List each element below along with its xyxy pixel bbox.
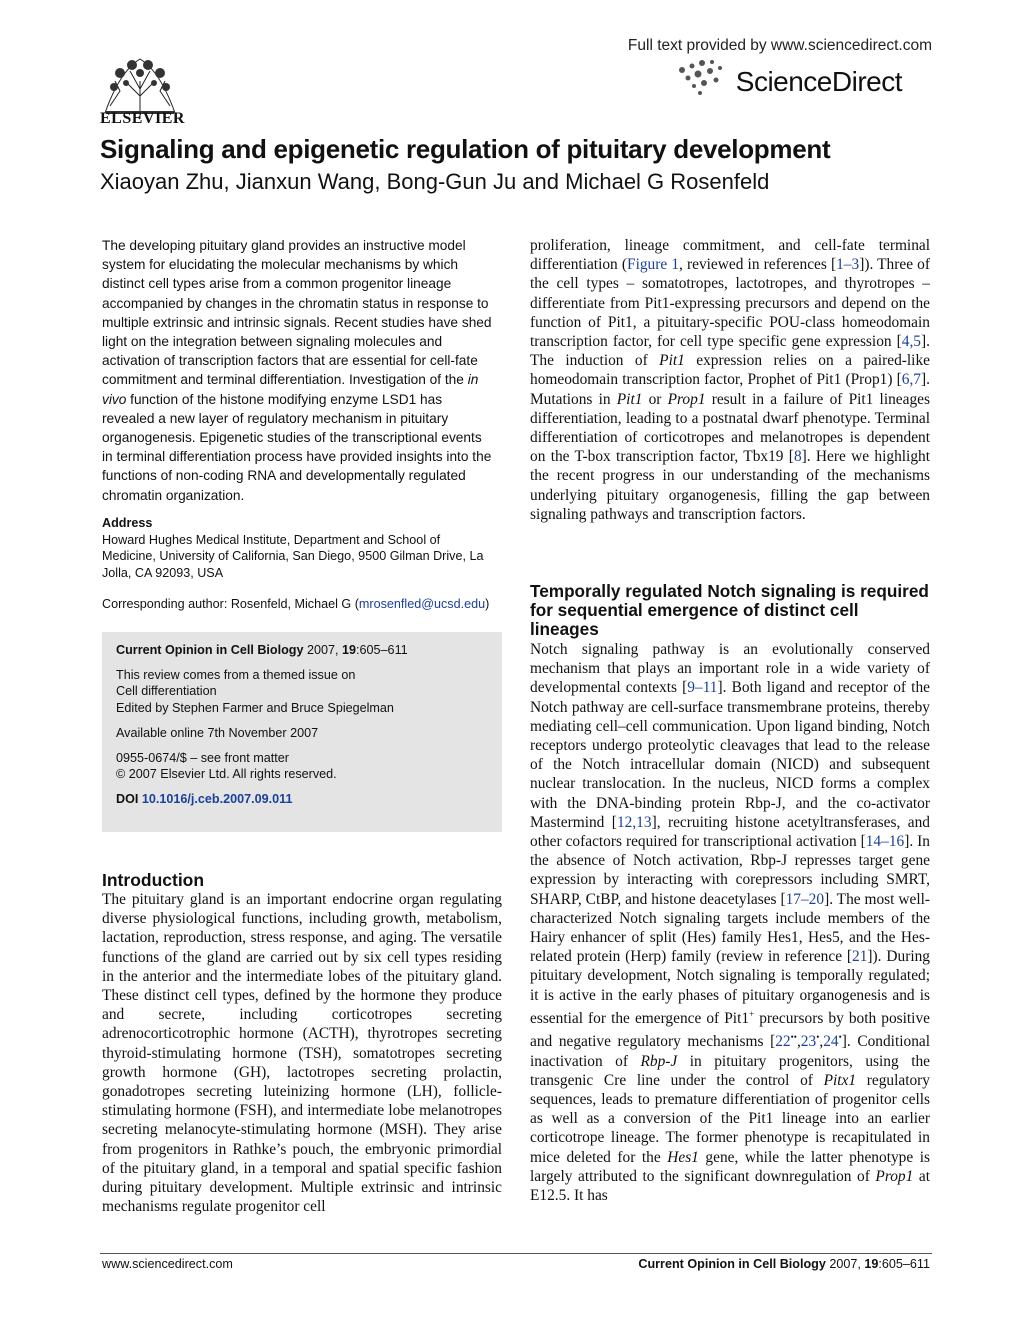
reference-link[interactable]: 23 (800, 1033, 817, 1051)
recommendation-dots: • (816, 1032, 820, 1043)
corresponding-suffix: ) (485, 597, 490, 611)
reference-link[interactable]: 4,5 (901, 333, 922, 351)
info-themed-2: Cell differentiation (116, 684, 217, 699)
fulltext-notice: Full text provided by www.sciencedirect.com (627, 37, 932, 54)
text: ]). During pituitary development, Notch signaling is temporally regulated; it is active in the early phases of pituitary organogenesis and is essential for the emergence of Pit1 (530, 948, 930, 1027)
reference-link[interactable]: 14–16 (865, 833, 905, 851)
text: Notch signaling pathway is an evolutionally conserved mechanism that plays an important role in a wide variety of developmental contexts [ (530, 641, 930, 697)
reference-link[interactable]: 1–3 (836, 256, 860, 274)
footer-divider (100, 1253, 932, 1254)
introduction-text: The pituitary gland is an important endocrine organ regulating diverse physiological functions, including growth, metabolism, lactation, reproduction, stress response, and aging. The versatile functions of the gland are carried out by six cell types residing in the anterior and the intermediate lobes of the pituitary gland. These distinct cell types, defined by the hormone they produce and secrete, including corticotropes secreting adrenocorticotrophic hormone (ACTH), thyrotropes secreting thyroid-stimulating hormone (TSH), somatotropes secreting growth hormone (GH), lactotropes secreting prolactin, gonadotropes secreting luteinizing hormone (LH), follicle-stimulating hormone (FSH), and intermediate lobe melanotropes secreting melanocyte-stimulating hormone (MSH). They arise from progenitors in Rathke’s pouch, the embryonic primordial of the pituitary gland, in a temporal and spatial specific fashion during pituitary development. Multiple extrinsic and intrinsic mechanisms regulate progenitor cell (102, 891, 502, 1216)
reference-link[interactable]: 17–20 (785, 890, 825, 908)
info-issn: 0955-0674/$ – see front matter (116, 751, 289, 766)
text: precursors by both positive and negative regulatory mechanisms [ (530, 1009, 930, 1051)
corresponding-email-link[interactable]: mrosenfled@ucsd.edu (358, 597, 486, 611)
reference-link[interactable]: 21 (852, 948, 868, 966)
article-title: Signaling and epigenetic regulation of pituitary development (100, 134, 831, 164)
gene-name: Prop1 (875, 1167, 914, 1185)
info-themed-3: Edited by Stephen Farmer and Bruce Spiegelman (116, 700, 394, 715)
section-heading-notch: Temporally regulated Notch signaling is required for sequential emergence of distinct cell lineages (530, 581, 929, 640)
article-info-box (102, 632, 502, 832)
reference-link[interactable]: 22 (775, 1033, 791, 1051)
reference-link[interactable]: 12,13 (616, 813, 652, 831)
sciencedirect-brand: ScienceDirect (735, 66, 902, 97)
doi-link[interactable]: 10.1016/j.ceb.2007.09.011 (141, 792, 293, 807)
address-heading: Address (102, 516, 153, 530)
text: ]). Three of the cell types – somatotropes, lactotropes, and thyrotropes – differentiate from Pit1-expressing precursors and depend on the function of Pit1, a pituitary-specific POU-class homeodomain transcription factor, for cell type specific gene expression [ (530, 256, 930, 351)
text: , (819, 1033, 824, 1051)
text: ]. In the absence of Notch activation, Rbp-J represses target gene expression by interacting with corepressors including SMRT, SHARP, CtBP, and histone deacetylases [ (530, 833, 930, 908)
info-doi (116, 791, 488, 807)
info-journal: Current Opinion in Cell Biology (116, 643, 304, 657)
right-column-paragraph-2 (530, 640, 930, 1205)
reference-link[interactable]: 6,7 (901, 371, 922, 389)
footer-year: 2007, (825, 1257, 865, 1271)
footer-volume: 19 (864, 1257, 879, 1271)
gene-name: Pit1 (616, 390, 643, 408)
footer-journal: Current Opinion in Cell Biology (638, 1257, 826, 1271)
text: ], recruiting histone acetyltransferases, and other cofactors required for transcriptional activation [ (530, 813, 930, 851)
introduction-heading: Introduction (102, 870, 205, 890)
gene-name: Prop1 (667, 390, 706, 408)
right-column-paragraph-1 (530, 236, 930, 524)
sciencedirect-dots-icon (670, 58, 730, 98)
corresponding-author (102, 596, 502, 612)
text: ]. Both ligand and receptor of the Notch pathway are cell-surface transmembrane proteins, thereby mediating cell–cell communication. Upon ligand binding, Notch receptors undergo proteolytic cleavages that lead to the release of the Notch intracellular domain (NICD) and subsequent nuclear translocation. In the nucleus, NICD forms a complex with the DNA-binding protein Rbp-J, and the co-activator Mastermind [ (530, 679, 930, 831)
abstract-in-vivo: in vivo (102, 372, 479, 407)
text: , reviewed in references [ (679, 256, 837, 274)
info-doi-label: DOI (116, 792, 142, 807)
abstract (102, 236, 494, 505)
publisher-name: ELSEVIER (100, 110, 185, 127)
abstract-text-1: The developing pituitary gland provides an instructive model system for elucidating the molecular mechanisms by which distinct cell types arise from a common progenitor lineage accompanied by changes in the chromatin status in response to multiple extrinsic and intrinsic signals. Recent studies have shed light on the integration between signaling molecules and activation of transcription factors that are essential for cell-fate commitment and terminal differentiation. Investigation of the (102, 238, 492, 388)
text: ]. Mutations in (530, 371, 930, 408)
text: at E12.5. It has (530, 1167, 930, 1204)
superscript: + (749, 1008, 755, 1019)
reference-link[interactable]: 24 (823, 1033, 839, 1051)
gene-name: Rbp-J (640, 1052, 678, 1070)
info-themed-1: This review comes from a themed issue on (116, 668, 356, 683)
info-volume: 19 (342, 643, 357, 657)
text: result in a failure of Pit1 lineages differentiation, leading to a postnatal dwarf phenotype. Terminal differentiation of corticotropes and melanotropes is dependent on the T-box transcription factor, Tbx19 [ (530, 390, 930, 466)
recommendation-dots: • (838, 1032, 842, 1043)
article-authors: Xiaoyan Zhu, Jianxun Wang, Bong-Gun Ju and Michael G Rosenfeld (100, 169, 770, 194)
gene-name: Pitx1 (823, 1071, 857, 1089)
info-copyright: © 2007 Elsevier Ltd. All rights reserved. (116, 767, 337, 782)
info-citation (116, 642, 488, 658)
address-text: Howard Hughes Medical Institute, Department and School of Medicine, University of California, San Diego, 9500 Gilman Drive, La Jolla, CA 92093, USA (102, 533, 484, 580)
corresponding-prefix: Corresponding author: Rosenfeld, Michael G ( (102, 597, 359, 611)
gene-name: Hes1 (667, 1148, 699, 1166)
info-pages: :605–611 (356, 643, 408, 657)
text: proliferation, lineage commitment, and cell-fate terminal differentiation ( (530, 237, 930, 274)
text: or (642, 390, 668, 408)
footer-website: www.sciencedirect.com (102, 1257, 233, 1271)
info-available: Available online 7th November 2007 (116, 725, 319, 740)
text: ]. The most well-characterized Notch signaling targets include members of the Hairy enhancer of split (Hes) family Hes1, Hes5, and the Hes-related protein (Herp) family (review in reference [ (530, 890, 930, 966)
gene-name: Pit1 (659, 352, 685, 370)
figure-1-link[interactable]: Figure 1 (627, 256, 680, 274)
footer-citation (638, 1257, 930, 1271)
text: in pituitary progenitors, using the transgenic Cre line under the control of (530, 1052, 930, 1089)
recommendation-dots: •• (790, 1032, 797, 1043)
reference-link[interactable]: 8 (793, 448, 802, 466)
text: ]. The induction of (530, 333, 930, 370)
footer-pages: :605–611 (878, 1257, 930, 1271)
text: expression relies on a paired-like homeodomain transcription factor, Prophet of Pit1 (Prop1) [ (530, 352, 930, 389)
text: regulatory sequences, leads to premature differentiation of progenitor cells as well as a conversion of the Pit1 lineage into an earlier corticotrope lineage. The former phenotype is recapitulated in mice deleted for the (530, 1071, 930, 1166)
text: ]. Conditional inactivation of (530, 1033, 931, 1070)
abstract-text-2: function of the histone modifying enzyme LSD1 has revealed a new layer of regulatory mechanism in pituitary organogenesis. Epigenetic studies of the transcriptional events in terminal differentiation process have provided insights into the functions of non-coding RNA and developmentally regulated chromatin organization. (102, 391, 492, 503)
text: ]. Here we highlight the recent progress in our understanding of the mechanisms underlying pituitary organogenesis, filling the gap between signaling pathways and transcription factors. (530, 448, 930, 523)
info-year: 2007, (303, 643, 343, 657)
reference-link[interactable]: 9–11 (687, 679, 718, 697)
text: gene, while the latter phenotype is largely attributed to the significant downregulation of (530, 1148, 930, 1185)
text: , (796, 1033, 801, 1051)
